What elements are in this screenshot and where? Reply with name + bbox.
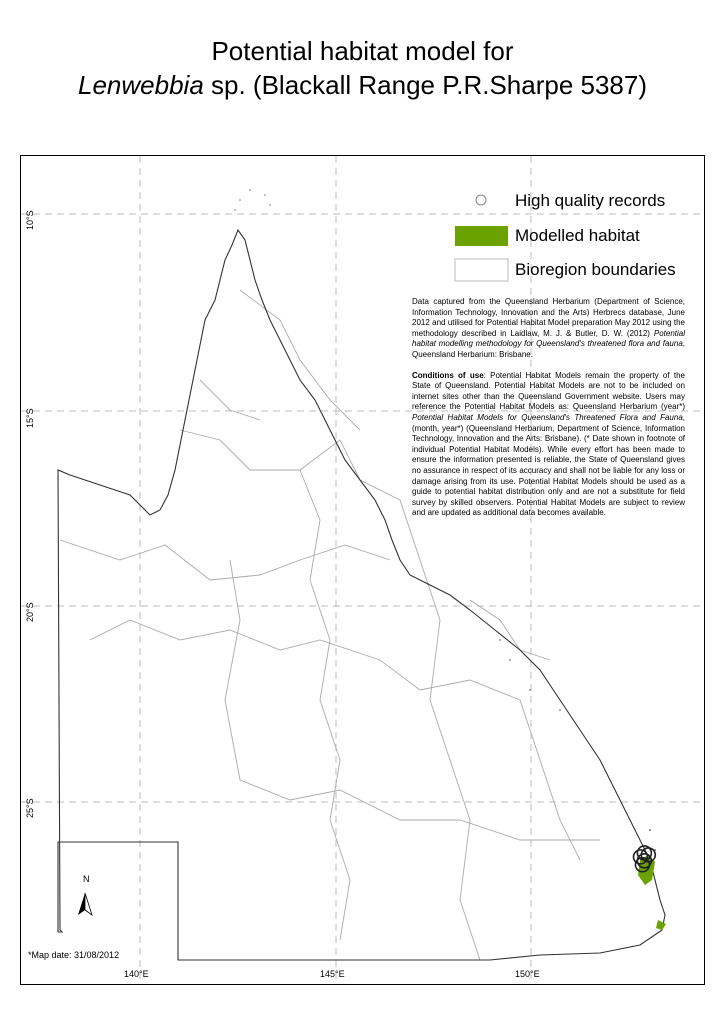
lat-label-15: 15°S [25,408,35,428]
lat-label-10: 10°S [25,210,35,230]
lon-label-140: 140°E [124,969,149,979]
map-title-line1: Potential habitat model for [211,36,514,66]
lon-label-150: 150°E [515,969,540,979]
north-label: N [83,874,90,884]
legend-habitat-swatch [455,226,508,246]
modelled-habitat [638,855,666,930]
data-note: Data captured from the Queensland Herbarium (Department of Science, Information Technology, Innovation and the Arts) Herbrecs database, June 2012 and utilised for Potential Habitat Model preparation May 2012 using the methodology described in Laidlaw, M. J. & Butler, D. W. (2012) Potential habitat modelling methodology for Queensland's threatened flora and fauna, Queensland Herbarium: Brisbane. [412,297,685,359]
species-descriptor: sp. (Blackall Range P.R.Sharpe 5387) [203,70,647,100]
legend-habitat-label: Modelled habitat [515,226,640,245]
info-panel [412,297,685,529]
legend-bioregion-swatch [455,259,508,281]
lon-label-145: 145°E [320,969,345,979]
north-arrow-icon [78,893,92,915]
map-date: *Map date: 31/08/2012 [28,950,120,960]
lat-label-25: 25°S [25,798,35,818]
lat-label-20: 20°S [25,602,35,622]
legend-bioregion-label: Bioregion boundaries [515,260,676,279]
legend-records-label: High quality records [515,191,666,210]
species-genus: Lenwebbia [78,70,204,100]
graticule [21,156,704,984]
legend-record-symbol [476,195,486,205]
conditions-note: Conditions of use: Potential Habitat Models remain the property of the State of Queensland. Potential Habitat Models are not to be included on internet sites other than the Queensland Government website. Users may reference the Potential Habitat Models as: Queensland Herbarium (year*) Potential Habitat Models for Queensland's Threatened Flora and Fauna, (month, year*) (Queensland Herbarium, Department of Science, Information Technology, Innovation and the Arts: Brisbane). (* Date shown in footnote of individual Potential Habitat Models). While every effort has been made to ensure the information presented is reliable, the State of Queensland gives no assurance in respect of its accuracy and shall not be liable for any loss or damage arising from its use. Potential Habitat Models should be used as a guide to potential habitat distribution only and are not a substitute for field survey by skilled observers. Potential Habitat Models are subject to review and are updated as additional data becomes available. [412,370,685,518]
